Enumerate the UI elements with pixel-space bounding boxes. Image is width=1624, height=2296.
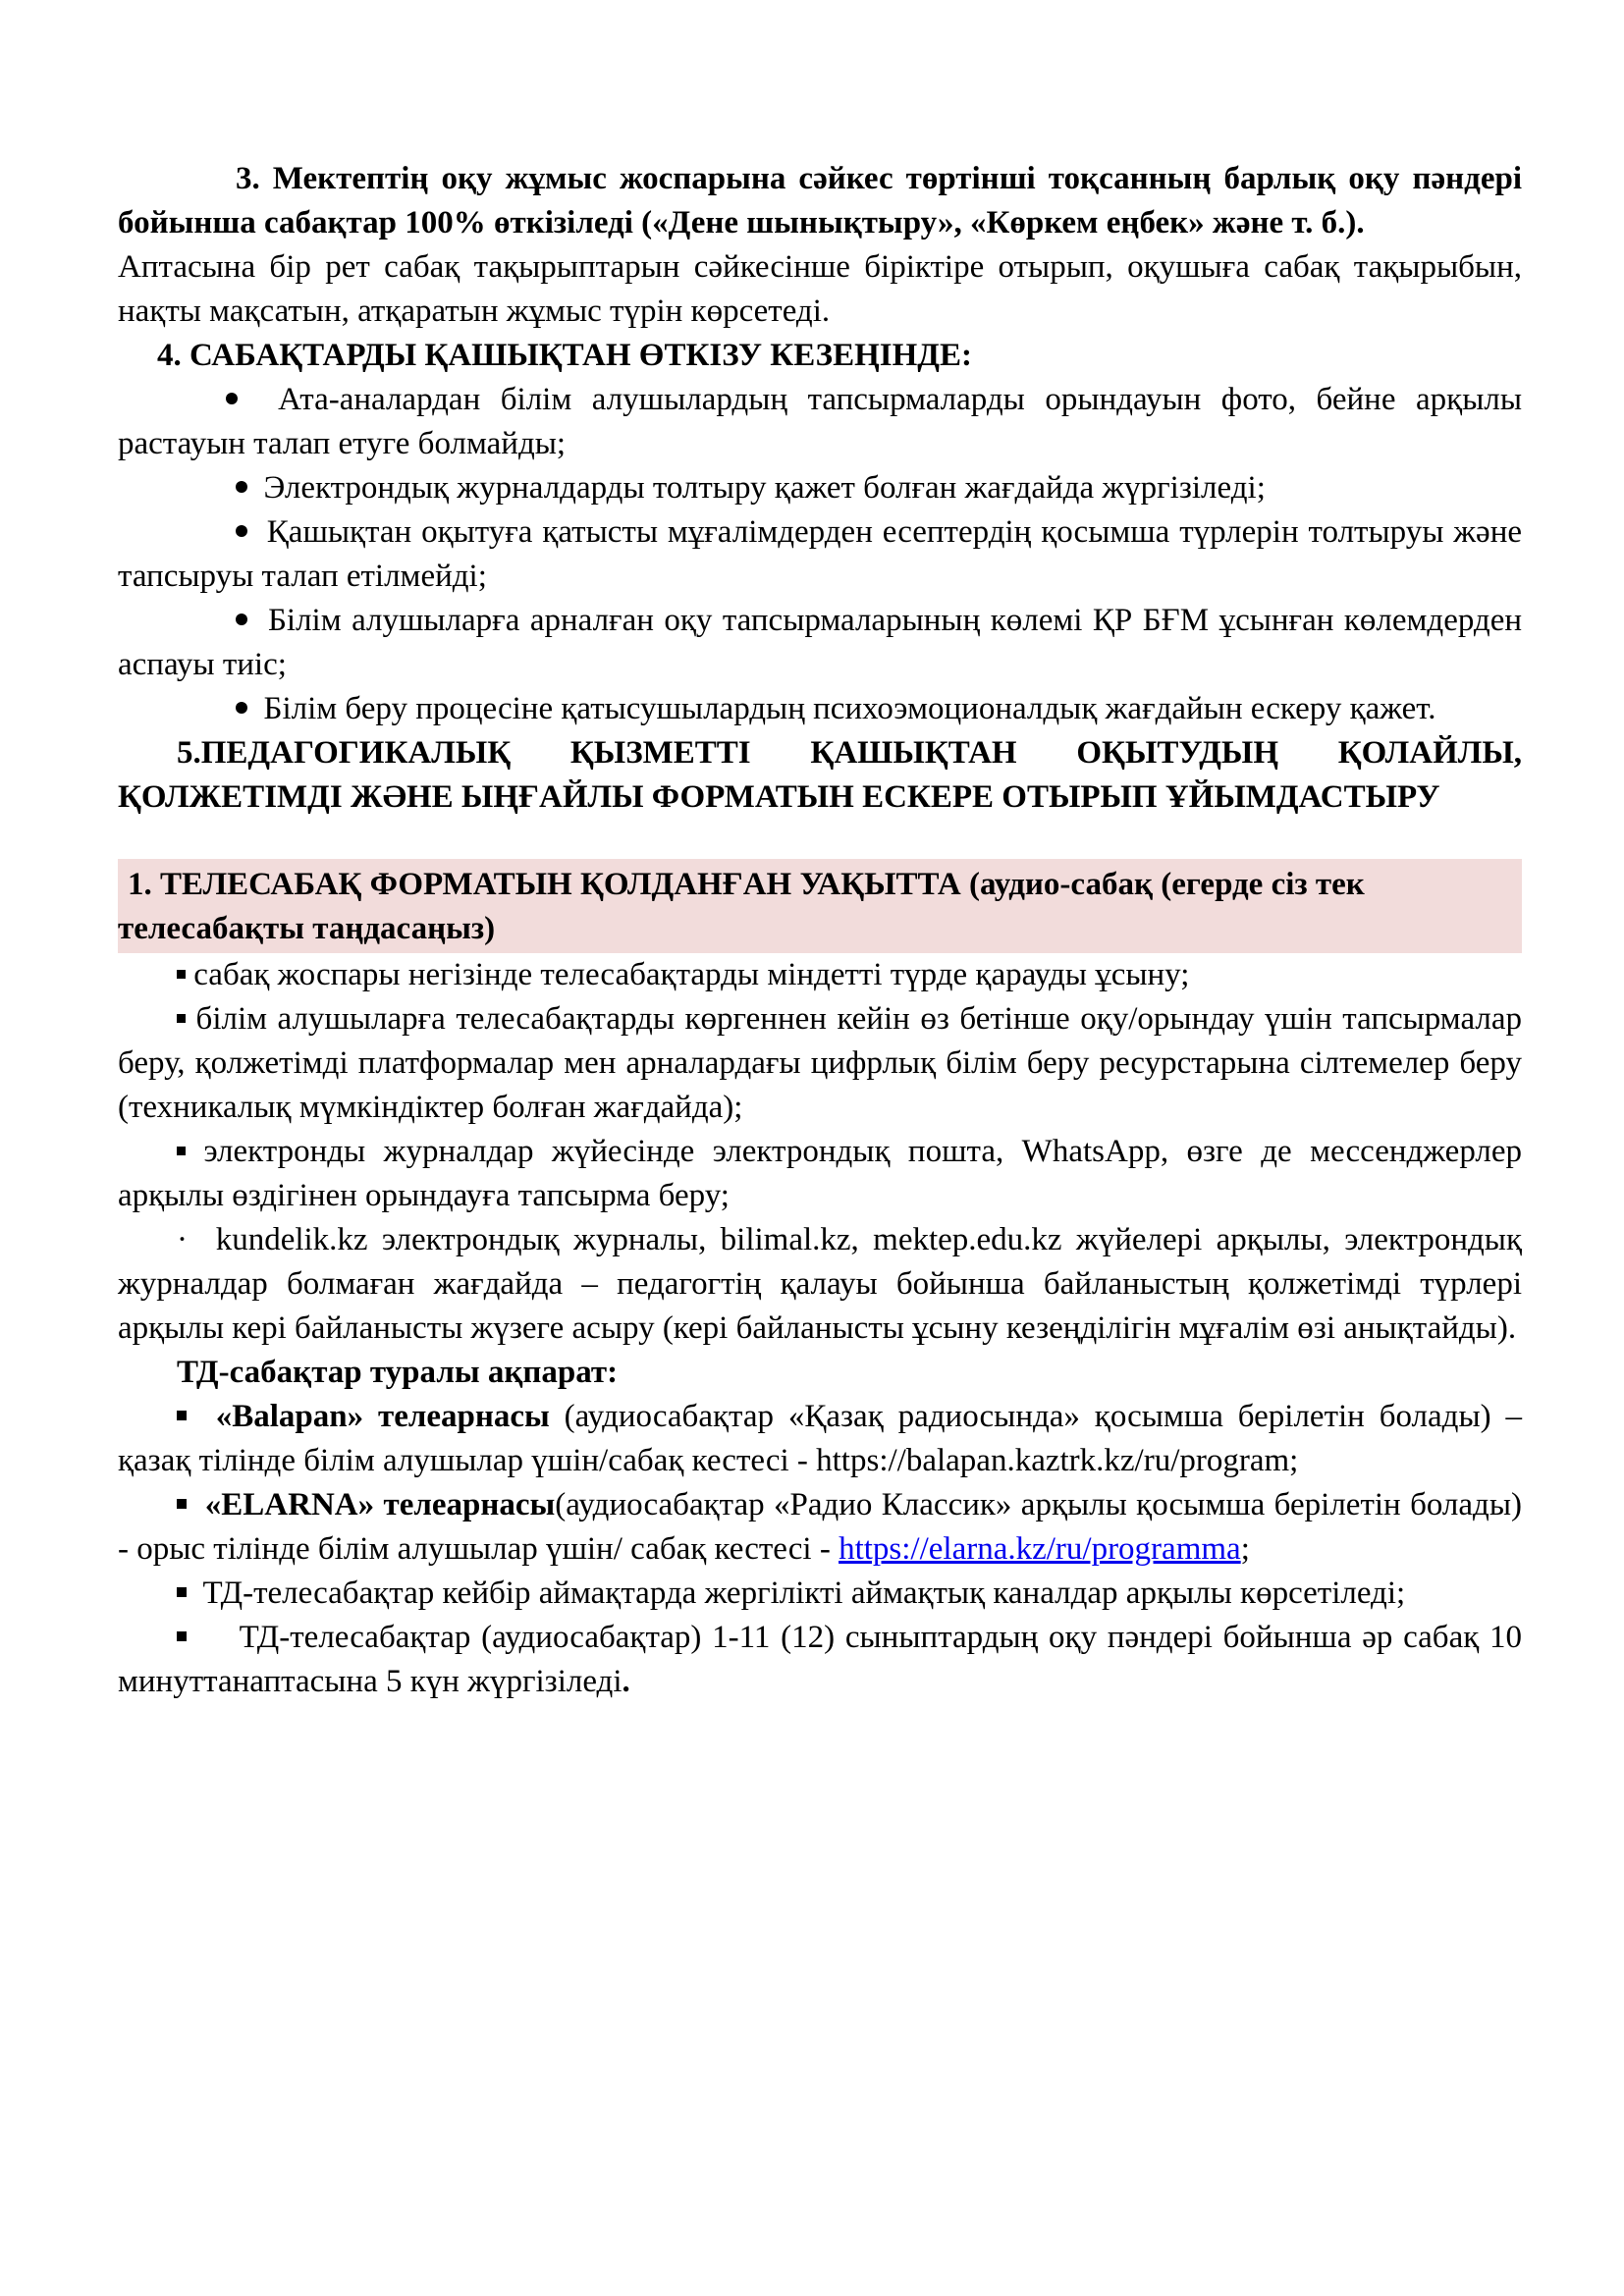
bullet-square-icon: [177, 1631, 187, 1641]
elarna-program-link[interactable]: https://elarna.kz/ru/programma: [839, 1531, 1241, 1567]
bullet-square-icon: [177, 1147, 186, 1155]
section-4-item: Білім беру процесіне қатысушылардың психоэмоционалдық жағдайын ескеру қажет.: [118, 687, 1522, 731]
td-info-item-elarna: «ELARNA» телеарнасы(аудиосабақтар «Радио Классик» арқылы қосымша берілетін болады) - орыс тілінде білім алушылар үшін/ сабақ кестесі - https://elarna.kz/ru/programma;: [118, 1487, 1522, 1567]
telesabaq-item: сабақ жоспары негізінде телесабақтарды міндетті түрде қарауды ұсыну;: [118, 953, 1522, 997]
td-info-item: ТД-телесабақтар (аудиосабақтар) 1-11 (12) сыныптардың оқу пәндері бойынша әр сабақ 10 минуттанаптасына 5 күн жүргізіледі.: [118, 1620, 1522, 1699]
section-5-heading: 5.ПЕДАГОГИКАЛЫҚ ҚЫЗМЕТТІ ҚАШЫҚТАН ОҚЫТУДЫҢ ҚОЛАЙЛЫ, ҚОЛЖЕТІМДІ ЖӘНЕ ЫҢҒАЙЛЫ ФОРМАТЫН ЕСКЕРЕ ОТЫРЫП ҰЙЫМДАСТЫРУ: [118, 735, 1522, 815]
telesabaq-item: білім алушыларға телесабақтарды көргеннен кейін өз бетінше оқу/орындау үшін тапсырмалар беру, қолжетімді платформалар мен арналардағы цифрлық білім беру ресурстарына сілтемелер беру (техникалық мүмкіндіктер болған жағдайда);: [118, 1001, 1523, 1125]
bullet-dot-icon: [236, 614, 247, 625]
bullet-square-icon: [177, 1587, 187, 1597]
bullet-dot-icon: [236, 702, 247, 714]
bullet-dot-icon: [236, 525, 247, 537]
bullet-dot-icon: [236, 481, 247, 493]
td-info-item-balapan: «Balapan» телеарнасы (аудиосабақтар «Қазақ радиосында» қосымша берілетін болады) – қазақ тілінде білім алушылар үшін/сабақ кестесі - https://balapan.kaztrk.kz/ru/program;: [118, 1399, 1522, 1478]
td-info-item: ТД-телесабақтар кейбір аймақтарда жергілікті аймақтық каналдар арқылы көрсетіледі;: [118, 1572, 1522, 1616]
section-4-heading: 4. САБАҚТАРДЫ ҚАШЫҚТАН ӨТКІЗУ КЕЗЕҢІНДЕ:: [157, 338, 972, 373]
section-3-heading: 3. Мектептің оқу жұмыс жоспарына сәйкес төртінші тоқсанның барлық оқу пәндері бойынша сабақтар 100% өткізіледі («Дене шынықтыру», «Көркем еңбек» және т. б.).: [118, 161, 1522, 240]
section-4-item: Ата-аналардан білім алушылардың тапсырмаларды орындауын фото, бейне арқылы растауын талап етуге болмайды;: [118, 382, 1523, 461]
telesabaq-item: · kundelik.kz электрондық журналы, bilimal.kz, mektep.edu.kz жүйелері арқылы, электрондық журналдар болмаған жағдайда – педагогтің қалауы бойынша байланыстың қолжетімді түрлері арқылы кері байланысты жүзеге асыру (кері байланысты ұсыну кезеңділігін мұғалім өзі анықтайды).: [118, 1222, 1522, 1346]
section-4-item: Білім алушыларға арналған оқу тапсырмаларының көлемі ҚР БҒМ ұсынған көлемдерден аспауы тиіс;: [118, 603, 1523, 682]
bullet-square-icon: [177, 1014, 186, 1023]
bullet-middot-icon: ·: [177, 1222, 188, 1257]
bullet-dot-icon: [226, 393, 238, 404]
bullet-square-icon: [177, 1411, 187, 1420]
section-4-item: Қашықтан оқытуға қатысты мұғалімдерден есептердің қосымша түрлерін толтыруы және тапсыруы талап етілмейді;: [118, 514, 1523, 594]
bullet-square-icon: [177, 1499, 187, 1509]
bullet-square-icon: [177, 970, 186, 979]
document-page: [118, 157, 1522, 1704]
telesabaq-heading: 1. ТЕЛЕСАБАҚ ФОРМАТЫН ҚОЛДАНҒАН УАҚЫТТА (аудио-сабақ (егерде сіз тек телесабақты таңдасаңыз): [118, 859, 1522, 953]
section-4-item: Электрондық журналдарды толтыру қажет болған жағдайда жүргізіледі;: [118, 466, 1522, 510]
section-3-body: Аптасына бір рет сабақ тақырыптарын сәйкесінше біріктіре отырып, оқушыға сабақ тақырыбын, нақты мақсатын, атқаратын жұмыс түрін көрсетеді.: [118, 249, 1522, 329]
telesabaq-item: электронды журналдар жүйесінде электрондық пошта, WhatsApp, өзге де мессенджерлер арқылы өздігінен орындауға тапсырма беру;: [118, 1134, 1522, 1213]
td-info-heading: ТД-сабақтар туралы ақпарат:: [177, 1355, 619, 1390]
